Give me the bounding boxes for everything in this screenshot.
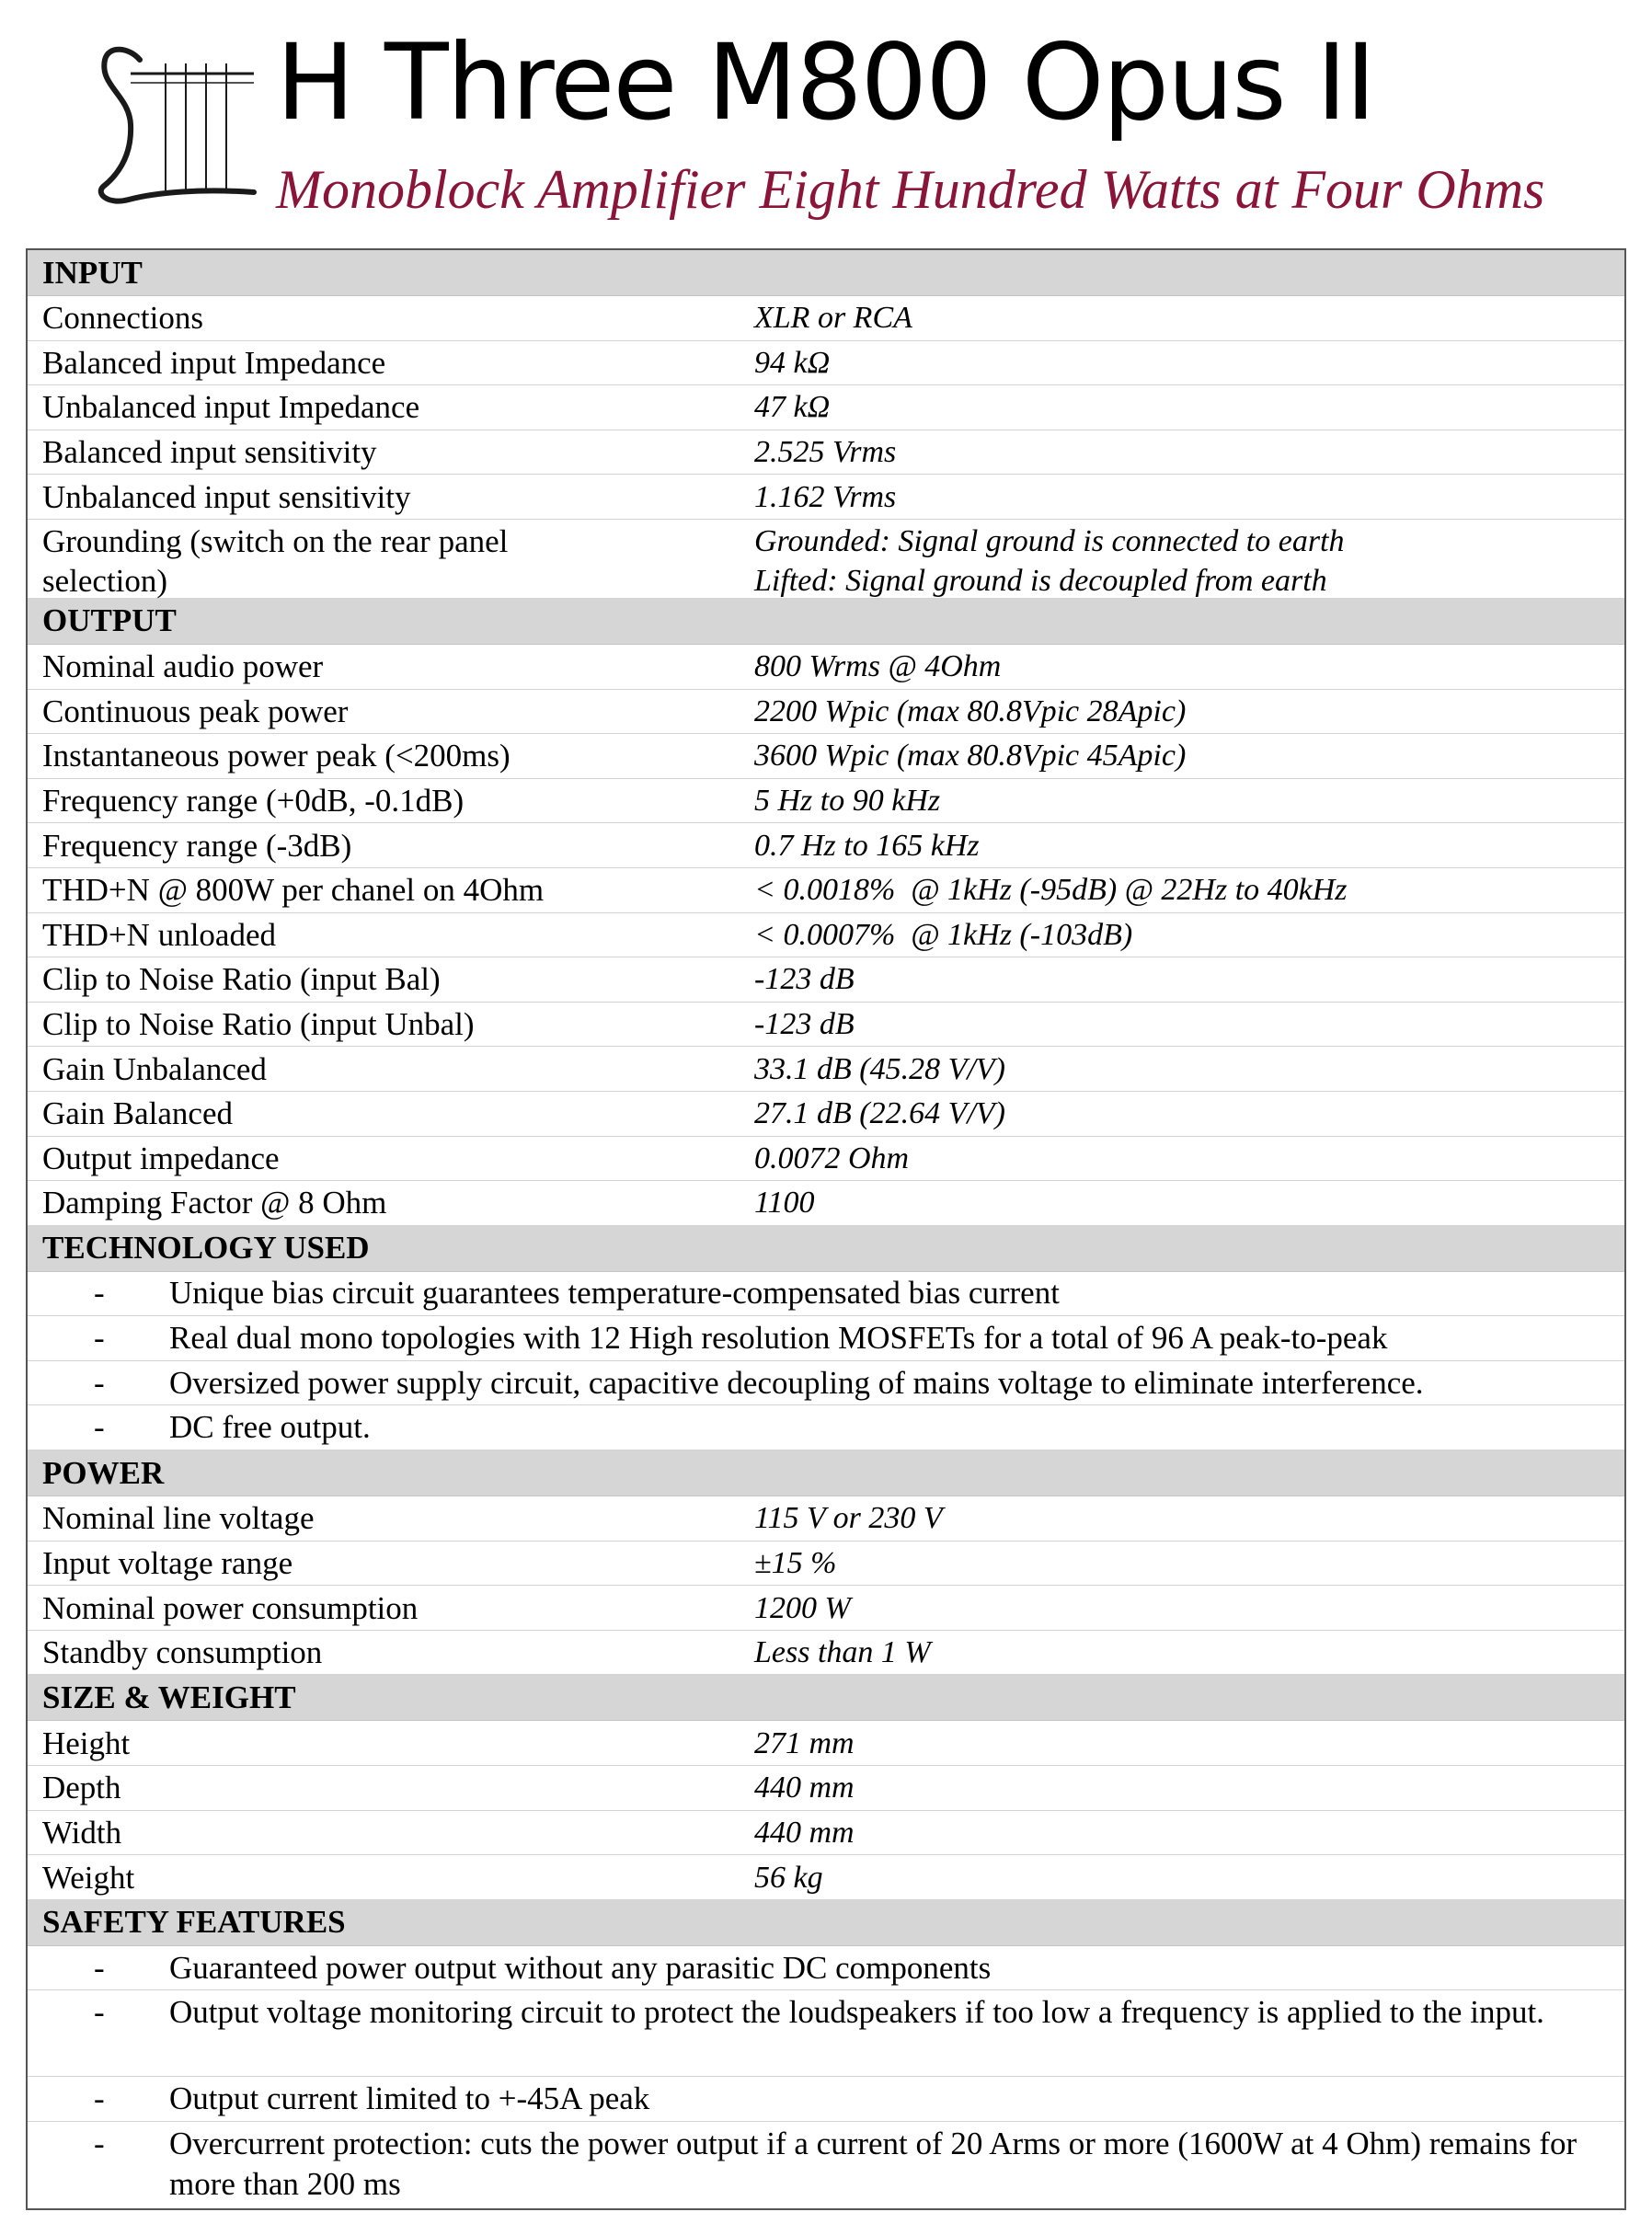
bullet-text: Real dual mono topologies with 12 High resolution MOSFETs for a total of 96 A peak-to-peak bbox=[169, 1320, 1388, 1357]
spec-value: 56 kg bbox=[754, 1860, 823, 1895]
list-item bbox=[28, 1272, 1624, 1317]
page-subtitle: Monoblock Amplifier Eight Hundred Watts at Four Ohms bbox=[276, 159, 1545, 220]
spec-value: 440 mm bbox=[754, 1771, 855, 1805]
bullet-text: Guaranteed power output without any parasitic DC components bbox=[169, 1949, 992, 1986]
table-row bbox=[28, 341, 1624, 386]
spec-label: Balanced input sensitivity bbox=[42, 434, 377, 471]
spec-label: Height bbox=[42, 1725, 131, 1761]
spec-value: 1200 W bbox=[754, 1590, 851, 1625]
spec-value: 1.162 Vrms bbox=[754, 479, 897, 514]
table-row bbox=[28, 1855, 1624, 1900]
spec-label: Nominal power consumption bbox=[42, 1589, 419, 1626]
table-row bbox=[28, 385, 1624, 430]
spec-value: -123 dB bbox=[754, 1007, 855, 1042]
spec-label: Frequency range (-3dB) bbox=[42, 827, 352, 864]
spec-label: Output impedance bbox=[42, 1140, 280, 1176]
list-item bbox=[28, 1361, 1624, 1406]
spec-label: Depth bbox=[42, 1770, 121, 1806]
table-row bbox=[28, 296, 1624, 341]
spec-label: Standby consumption bbox=[42, 1634, 323, 1671]
spec-label: Balanced input Impedance bbox=[42, 344, 386, 381]
table-row bbox=[28, 645, 1624, 690]
table-row bbox=[28, 1811, 1624, 1856]
spec-value: 0.7 Hz to 165 kHz bbox=[754, 828, 980, 863]
bullet-text: Unique bias circuit guarantees temperature-compensated bias current bbox=[169, 1275, 1060, 1312]
spec-label: Gain Unbalanced bbox=[42, 1050, 267, 1087]
grounding-value-line: Lifted: Signal ground is decoupled from earth bbox=[754, 563, 1327, 598]
page-title: H Three M800 Opus II bbox=[276, 21, 1375, 143]
table-row-grounding bbox=[28, 520, 1624, 599]
spec-table bbox=[26, 248, 1626, 2210]
spec-value: ±15 % bbox=[754, 1545, 837, 1580]
table-row bbox=[28, 1631, 1624, 1676]
list-item bbox=[28, 1316, 1624, 1361]
bullet-text: Output voltage monitoring circuit to protect the loudspeakers if too low a frequency is applied to the input. bbox=[169, 1994, 1544, 2031]
spec-value: Less than 1 W bbox=[754, 1635, 931, 1670]
table-row bbox=[28, 1092, 1624, 1137]
spec-label: Continuous peak power bbox=[42, 693, 349, 729]
spec-label: Damping Factor @ 8 Ohm bbox=[42, 1185, 387, 1221]
section-heading-input: INPUT bbox=[28, 250, 1624, 296]
table-row bbox=[28, 1766, 1624, 1811]
spec-label: Gain Balanced bbox=[42, 1095, 233, 1132]
table-row bbox=[28, 734, 1624, 779]
table-row bbox=[28, 1586, 1624, 1631]
bullet-dash: - bbox=[94, 1275, 105, 1312]
spec-value: 3600 Wpic (max 80.8Vpic 45Apic) bbox=[754, 739, 1187, 774]
table-row bbox=[28, 1047, 1624, 1092]
section-heading-output: OUTPUT bbox=[28, 599, 1624, 645]
grounding-value-line: Grounded: Signal ground is connected to earth bbox=[754, 523, 1345, 558]
list-item bbox=[28, 1990, 1624, 2077]
table-row bbox=[28, 1496, 1624, 1542]
table-row bbox=[28, 779, 1624, 824]
table-row bbox=[28, 690, 1624, 735]
bullet-dash: - bbox=[94, 1949, 105, 1986]
section-heading-power: POWER bbox=[28, 1450, 1624, 1496]
bullet-text: Output current limited to +-45A peak bbox=[169, 2080, 650, 2117]
spec-label: Clip to Noise Ratio (input Bal) bbox=[42, 961, 441, 998]
spec-label: Unbalanced input sensitivity bbox=[42, 478, 411, 515]
grounding-label-line: Grounding (switch on the rear panel bbox=[42, 522, 509, 559]
spec-value: 0.0072 Ohm bbox=[754, 1140, 910, 1175]
spec-value: 27.1 dB (22.64 V/V) bbox=[754, 1096, 1005, 1131]
spec-label: Weight bbox=[42, 1859, 135, 1896]
table-row bbox=[28, 868, 1624, 913]
harp-logo-icon bbox=[92, 41, 258, 212]
table-row bbox=[28, 957, 1624, 1003]
bullet-text: Overcurrent protection: cuts the power output if a current of 20 Arms or more (1600W at 4 Ohm) remains for more than 200 ms bbox=[169, 2126, 1577, 2202]
section-heading-size-weight: SIZE & WEIGHT bbox=[28, 1675, 1624, 1721]
list-item bbox=[28, 1405, 1624, 1450]
spec-value: 33.1 dB (45.28 V/V) bbox=[754, 1051, 1005, 1086]
spec-label: Frequency range (+0dB, -0.1dB) bbox=[42, 783, 465, 820]
spec-label: Connections bbox=[42, 300, 203, 337]
grounding-label-line: selection) bbox=[42, 562, 168, 599]
spec-label: Nominal audio power bbox=[42, 648, 324, 685]
spec-value: 47 kΩ bbox=[754, 390, 831, 425]
bullet-dash: - bbox=[94, 1409, 105, 1446]
spec-label: THD+N unloaded bbox=[42, 916, 276, 953]
list-item bbox=[28, 2122, 1624, 2208]
spec-value: XLR or RCA bbox=[754, 301, 912, 336]
bullet-dash: - bbox=[94, 1320, 105, 1357]
spec-label: Input voltage range bbox=[42, 1544, 293, 1581]
spec-value: 2200 Wpic (max 80.8Vpic 28Apic) bbox=[754, 693, 1187, 728]
spec-value: 5 Hz to 90 kHz bbox=[754, 784, 941, 819]
spec-label: Clip to Noise Ratio (input Unbal) bbox=[42, 1006, 475, 1043]
spec-value: < 0.0018% @ 1kHz (-95dB) @ 22Hz to 40kHz bbox=[754, 873, 1348, 908]
bullet-dash: - bbox=[94, 2080, 105, 2117]
spec-value: 94 kΩ bbox=[754, 345, 831, 380]
bullet-dash: - bbox=[94, 1994, 105, 2031]
spec-value: -123 dB bbox=[754, 962, 855, 997]
spec-label: THD+N @ 800W per chanel on 4Ohm bbox=[42, 872, 545, 909]
table-row bbox=[28, 1137, 1624, 1182]
spec-value: 440 mm bbox=[754, 1815, 855, 1850]
spec-value: 271 mm bbox=[754, 1725, 855, 1760]
spec-label: Nominal line voltage bbox=[42, 1500, 315, 1537]
table-row bbox=[28, 1003, 1624, 1048]
spec-value: 1100 bbox=[754, 1186, 815, 1221]
spec-label: Unbalanced input Impedance bbox=[42, 389, 420, 426]
section-heading-safety: SAFETY FEATURES bbox=[28, 1900, 1624, 1946]
table-row bbox=[28, 475, 1624, 520]
spec-value: 115 V or 230 V bbox=[754, 1501, 943, 1536]
spec-value: 800 Wrms @ 4Ohm bbox=[754, 649, 1002, 684]
table-row bbox=[28, 913, 1624, 958]
table-row bbox=[28, 823, 1624, 868]
spec-value bbox=[754, 520, 1624, 598]
bullet-dash: - bbox=[94, 1364, 105, 1401]
bullet-dash: - bbox=[94, 2126, 105, 2161]
table-row bbox=[28, 1542, 1624, 1587]
bullet-text: DC free output. bbox=[169, 1409, 371, 1446]
bullet-text: Oversized power supply circuit, capacitive decoupling of mains voltage to eliminate interference. bbox=[169, 1364, 1424, 1401]
section-heading-technology: TECHNOLOGY USED bbox=[28, 1226, 1624, 1272]
spec-value: 2.525 Vrms bbox=[754, 435, 897, 470]
table-row bbox=[28, 430, 1624, 476]
spec-label bbox=[28, 520, 754, 598]
list-item bbox=[28, 1946, 1624, 1991]
spec-value: < 0.0007% @ 1kHz (-103dB) bbox=[754, 917, 1133, 952]
table-row bbox=[28, 1721, 1624, 1766]
spec-label: Width bbox=[42, 1814, 122, 1851]
list-item bbox=[28, 2077, 1624, 2122]
table-row bbox=[28, 1181, 1624, 1226]
spec-label: Instantaneous power peak (<200ms) bbox=[42, 738, 511, 774]
